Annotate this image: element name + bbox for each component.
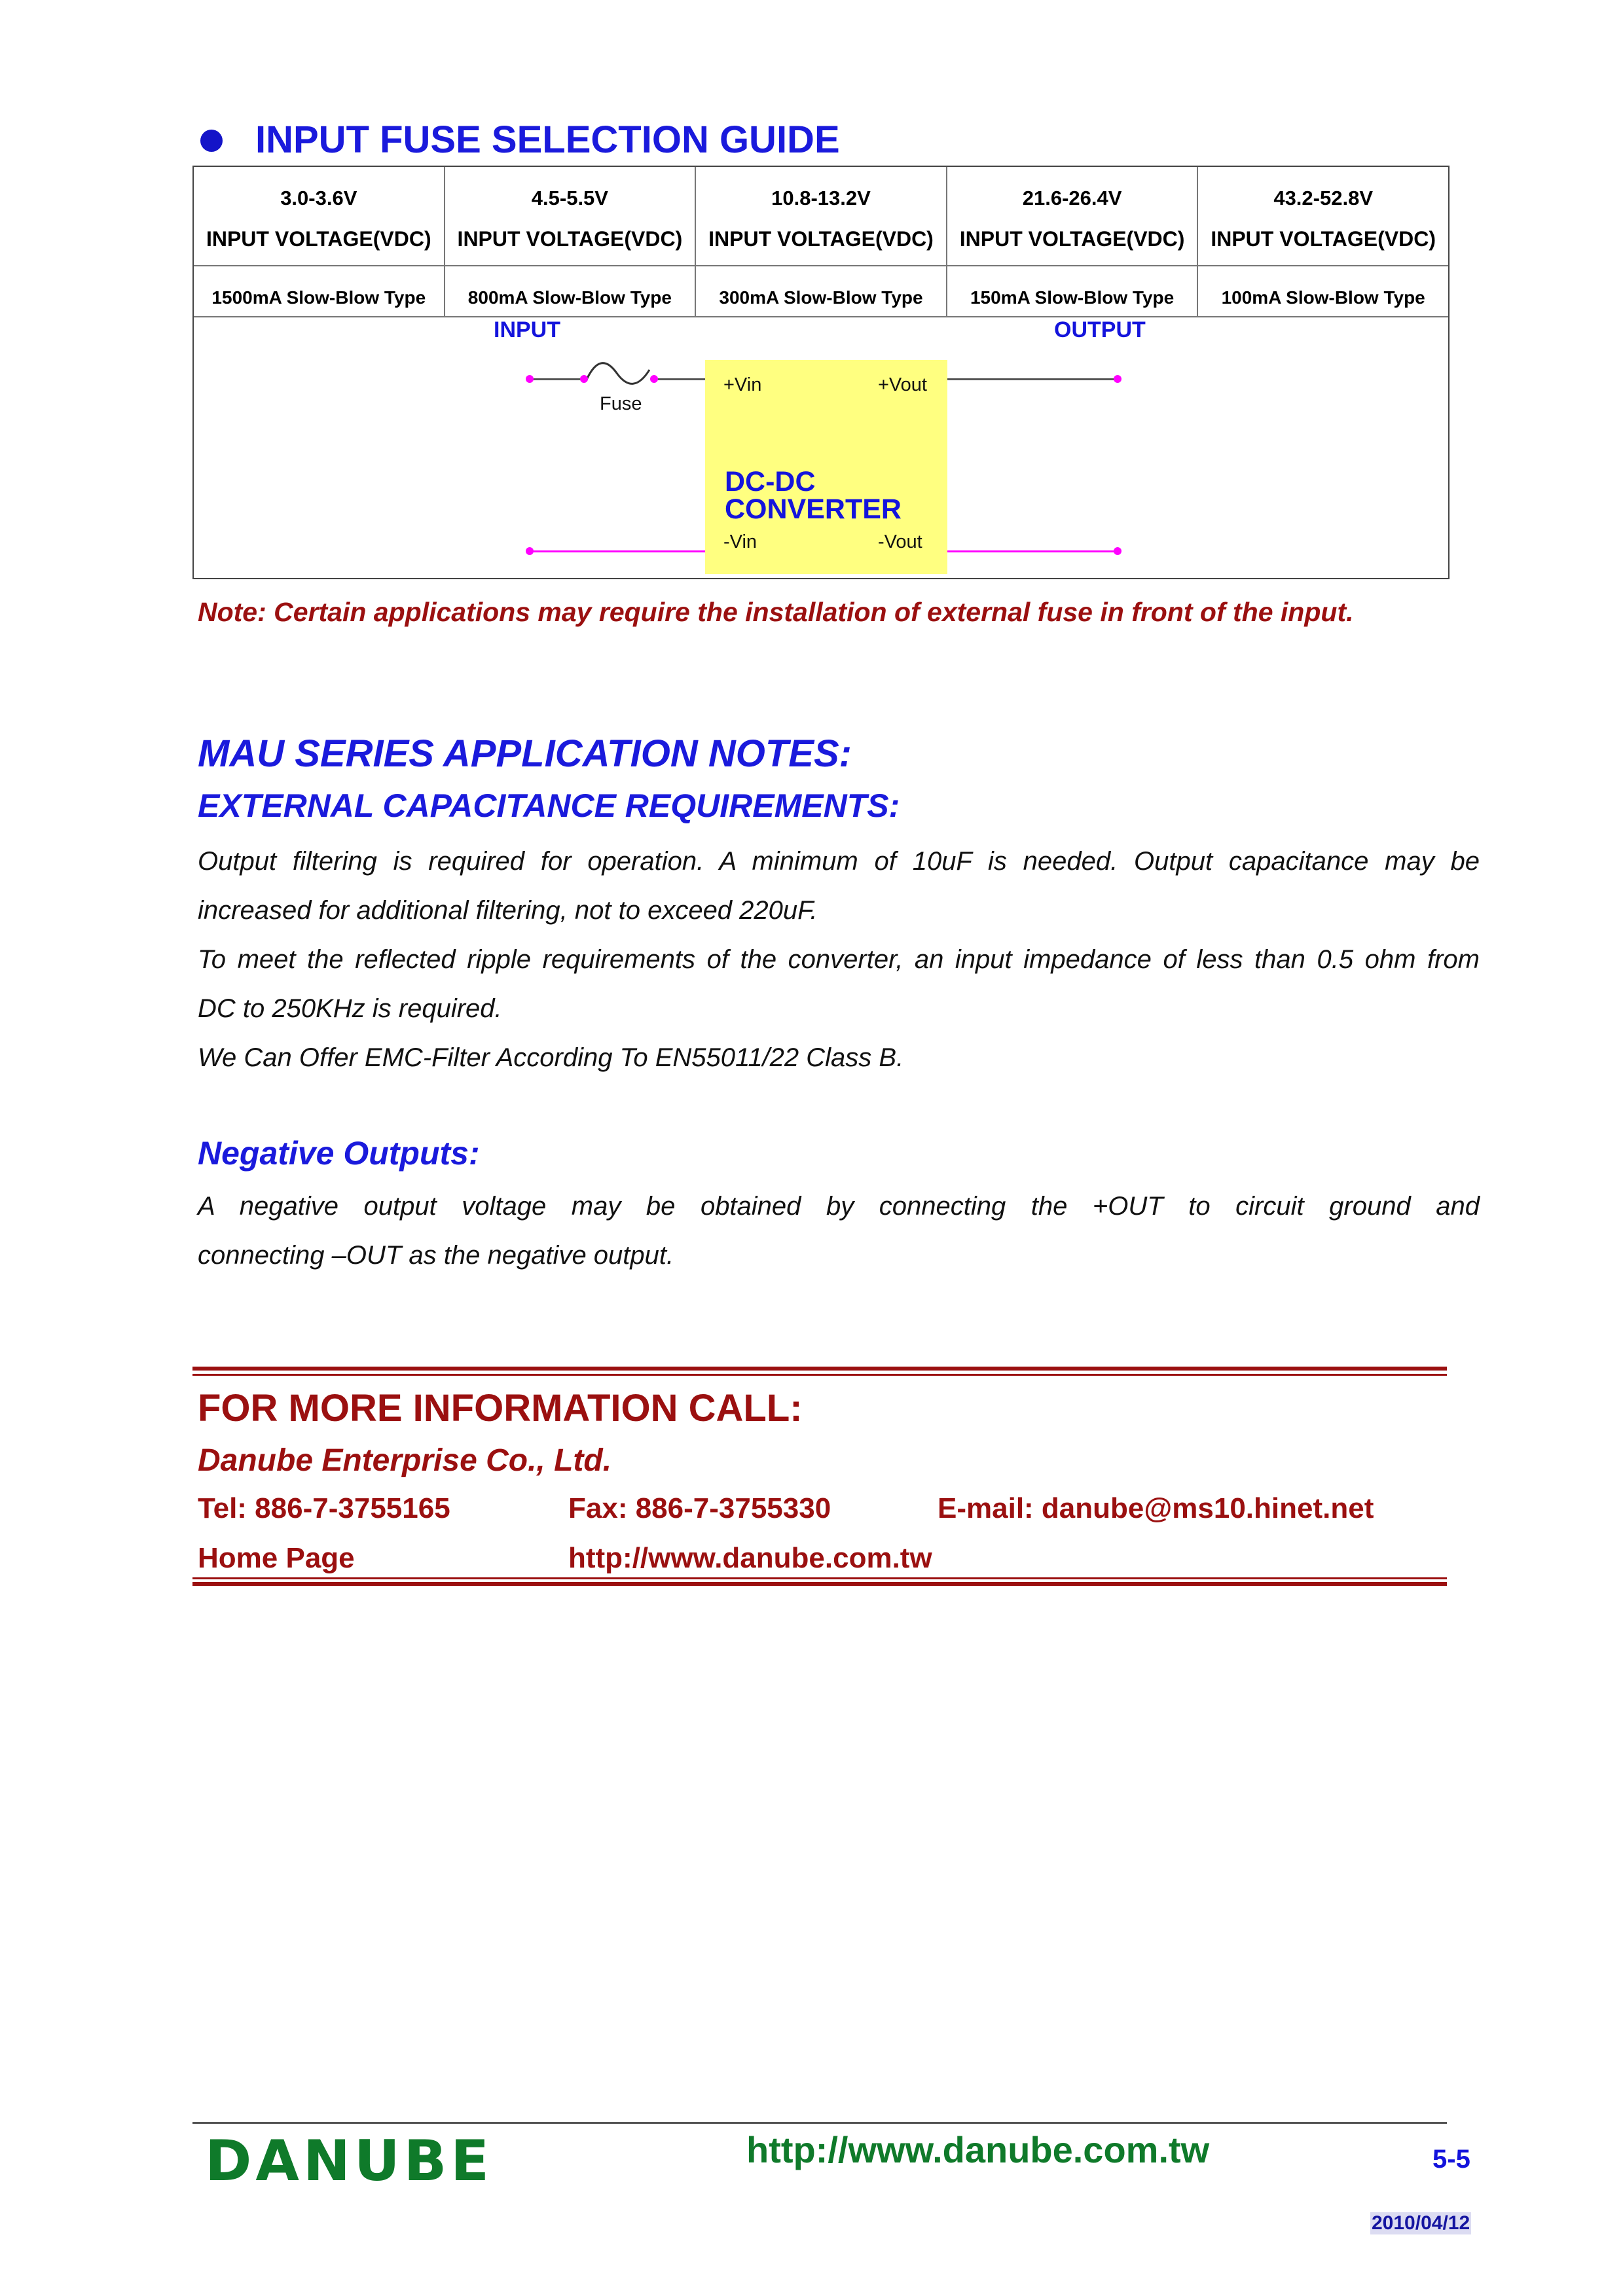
ext-cap-paragraph-line: increased for additional filtering, not to exceed 220uF. <box>198 896 818 925</box>
input-terminal-dot <box>526 547 534 555</box>
fuse-cell: 100mA Slow-Blow Type <box>1198 266 1448 317</box>
label-cell: INPUT VOLTAGE(VDC) <box>696 219 947 266</box>
fuse-cell: 300mA Slow-Blow Type <box>696 266 947 317</box>
footer-url-link[interactable]: http://www.danube.com.tw <box>746 2129 1210 2170</box>
company-name: Danube Enterprise Co., Ltd. <box>198 1443 612 1478</box>
pin-vin-minus: -Vin <box>723 531 757 552</box>
negative-outputs-line: connecting –OUT as the negative output. <box>198 1241 674 1270</box>
ext-cap-paragraph-line: Output filtering is required for operation. A minimum of 10uF is needed. Output capacitance may be <box>198 847 1480 876</box>
fax-number: Fax: 886-7-3755330 <box>568 1492 831 1524</box>
app-notes-title: MAU SERIES APPLICATION NOTES: <box>198 732 852 775</box>
input-wire-left <box>530 378 588 380</box>
negative-outputs-line: A negative output voltage may be obtained by connecting the +OUT to circuit ground and <box>198 1192 1480 1221</box>
fuse-cell: 1500mA Slow-Blow Type <box>194 266 445 317</box>
output-terminal-dot <box>1114 547 1122 555</box>
pin-vout-plus: +Vout <box>878 374 927 395</box>
fuse-terminal-dot <box>580 375 588 383</box>
emc-filter-line: We Can Offer EMC-Filter According To EN55011/22 Class B. <box>198 1043 904 1072</box>
label-row <box>194 219 1448 266</box>
contact-rule-bottom <box>192 1582 1447 1586</box>
ripple-paragraph-line: DC to 250KHz is required. <box>198 994 502 1023</box>
fuse-icon <box>584 357 656 389</box>
voltage-cell: 10.8-13.2V <box>696 167 947 219</box>
page-number: 5-5 <box>1432 2145 1470 2174</box>
bullet-icon <box>200 130 223 152</box>
contact-rule-top-thin <box>192 1374 1447 1376</box>
label-cell: INPUT VOLTAGE(VDC) <box>445 219 697 266</box>
fuse-note: Note: Certain applications may require the installation of external fuse in front of the input. <box>198 597 1354 627</box>
label-cell: INPUT VOLTAGE(VDC) <box>1198 219 1448 266</box>
voltage-cell: 43.2-52.8V <box>1273 187 1373 209</box>
label-cell: INPUT VOLTAGE(VDC) <box>194 219 445 266</box>
voltage-cell: 21.6-26.4V <box>947 167 1199 219</box>
fuse-row <box>194 266 1448 317</box>
fuse-cell: 150mA Slow-Blow Type <box>947 266 1199 317</box>
fuse-terminal-dot <box>650 375 658 383</box>
fuse-cell: 800mA Slow-Blow Type <box>445 266 697 317</box>
converter-title-line2: CONVERTER <box>725 493 902 525</box>
pin-vout-minus: -Vout <box>878 531 922 552</box>
ripple-paragraph-line: To meet the reflected ripple requirements of the converter, an input impedance of less than 0.5 ohm from <box>198 945 1480 974</box>
input-wire-bottom <box>530 550 705 552</box>
homepage-label: Home Page <box>198 1542 355 1574</box>
email-link[interactable]: E-mail: danube@ms10.hinet.net <box>938 1492 1374 1524</box>
output-label: OUTPUT <box>1054 317 1146 342</box>
fuse-wiring-diagram <box>194 317 1448 578</box>
revision-date: 2010/04/12 <box>1372 2212 1470 2234</box>
negative-outputs-heading: Negative Outputs: <box>198 1135 480 1172</box>
dc-dc-converter-block <box>705 360 947 574</box>
voltage-row <box>194 167 1448 219</box>
footer-rule <box>192 2122 1447 2124</box>
label-cell: INPUT VOLTAGE(VDC) <box>947 219 1199 266</box>
input-label: INPUT <box>494 317 560 342</box>
danube-logo: DANUBE <box>205 2128 494 2194</box>
more-info-heading: FOR MORE INFORMATION CALL: <box>198 1387 803 1429</box>
output-wire-bottom <box>947 550 1118 552</box>
contact-rule-bottom-thin <box>192 1577 1447 1579</box>
tel-number: Tel: 886-7-3755165 <box>198 1492 450 1524</box>
converter-title <box>725 468 902 523</box>
output-wire-top <box>947 378 1118 380</box>
ext-cap-heading: EXTERNAL CAPACITANCE REQUIREMENTS: <box>198 787 900 824</box>
converter-title-line1: DC-DC <box>725 466 816 497</box>
voltage-cell: 3.0-3.6V <box>194 167 445 219</box>
voltage-cell: 4.5-5.5V <box>445 167 697 219</box>
input-wire-right <box>652 378 705 380</box>
contact-rule-top <box>192 1367 1447 1371</box>
input-terminal-dot <box>526 375 534 383</box>
pin-vin-plus: +Vin <box>723 374 762 395</box>
fuse-selection-table <box>192 166 1450 579</box>
output-terminal-dot <box>1114 375 1122 383</box>
fuse-guide-title: INPUT FUSE SELECTION GUIDE <box>255 118 840 161</box>
fuse-label: Fuse <box>600 393 642 414</box>
homepage-link[interactable]: http://www.danube.com.tw <box>568 1542 932 1574</box>
